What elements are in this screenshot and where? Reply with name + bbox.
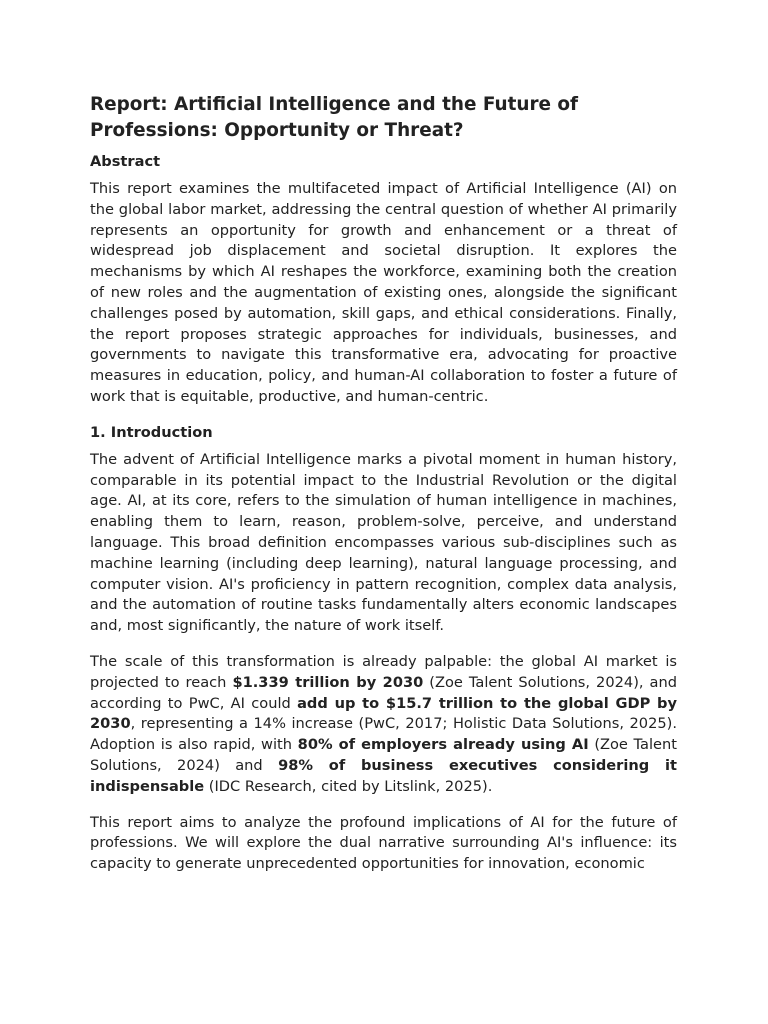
p2-text-1: The scale of this transformation is already palpable: the global AI market is projected to reach [90, 652, 677, 691]
abstract-heading: Abstract [90, 153, 161, 170]
abstract-paragraph: This report examines the multifaceted impact of Artificial Intelligence (AI) on the global labor market, addressing the central question of whether AI primarily represents an opportunity for growth and enhancement or a threat of widespread job displacement and societal disruption. It explores the mechanisms by which AI reshapes the workforce, examining both the creation of new roles and the augmentation of existing ones, alongside the significant challenges posed by automation, skill gaps, and ethical considerations. Finally, the report proposes strategic approaches for individuals, businesses, and governments to navigate this transformative era, advocating for proactive measures in education, policy, and human-AI collaboration to foster a future of work that is equitable, productive, and human-centric. [90, 180, 677, 405]
p2-bold-market: $1.339 trillion by 2030 [232, 673, 424, 691]
introduction-heading: 1. Introduction [90, 423, 213, 441]
introduction-paragraph-3: This report aims to analyze the profound implications of AI for the future of professions. We will explore the dual narrative surrounding AI's influence: its capacity to generate unprecedented opportunities for innovation, economic [90, 813, 677, 873]
p2-text-4: (Zoe Talent Solutions, 2024) and [90, 736, 677, 774]
p2-text-2: (Zoe Talent Solutions, 2024), and according to PwC, AI could [90, 673, 677, 712]
introduction-paragraph-2 [90, 652, 677, 798]
p2-text-3: , representing a 14% increase (PwC, 2017; Holistic Data Solutions, 2025). Adoption is also rapid, with [90, 715, 677, 754]
document-page [90, 92, 677, 890]
p2-bold-gdp: add up to $15.7 trillion to the global GDP by 2030 [90, 694, 677, 733]
p2-bold-employers: 80% of employers already using AI [297, 736, 589, 754]
introduction-paragraph-1: The advent of Artificial Intelligence marks a pivotal moment in human history, comparable in its potential impact to the Industrial Revolution or the digital age. AI, at its core, refers to the simulation of human intelligence in machines, enabling them to learn, reason, problem-solve, perceive, and understand language. This broad definition encompasses various sub-disciplines such as machine learning (including deep learning), natural language processing, and computer vision. AI's proficiency in pattern recognition, complex data analysis, and the automation of routine tasks fundamentally alters economic landscapes and, most significantly, the nature of work itself. [90, 450, 677, 635]
document-title: Report: Artificial Intelligence and the Future of Professions: Opportunity or Threat? [90, 94, 579, 141]
p2-bold-executives: 98% of business executives considering it indispensable [90, 756, 677, 795]
p2-text-5: (IDC Research, cited by Litslink, 2025). [204, 777, 493, 795]
